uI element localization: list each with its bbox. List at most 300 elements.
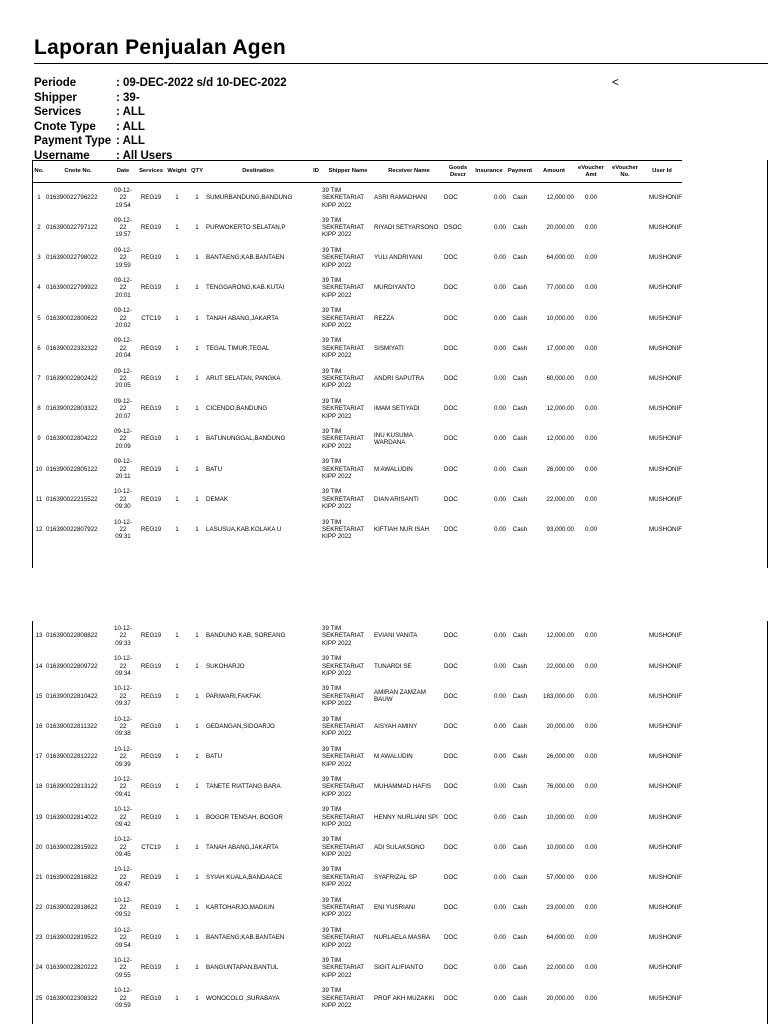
cell-destination: TANAH ABANG,JAKARTA (206, 314, 279, 322)
cell-service: REG19 (140, 254, 162, 262)
table-row (32, 243, 682, 273)
cell-goods: DOC (444, 964, 458, 972)
meta-value: : 39- (116, 91, 140, 104)
column-header: Cnote No. (64, 168, 92, 174)
column-header: Date (116, 168, 130, 174)
cell-destination: WONOCOLO ,SURABAYA (206, 994, 280, 1002)
cell-user-id: MUSHONIF (649, 722, 682, 730)
cell-insurance: 0.00 (493, 284, 506, 292)
cell-evoucher-no (608, 484, 642, 514)
cell-no: 5 (37, 314, 41, 322)
cell-service: REG19 (140, 632, 162, 640)
cell-cnote: 016390022804222 (46, 435, 98, 443)
meta-cnote-type (34, 121, 287, 136)
table-row (32, 681, 682, 711)
cell-evoucher-no (608, 424, 642, 454)
cell-weight: 1 (175, 813, 179, 821)
cell-payment: Cash (512, 405, 528, 413)
cell-cnote: 016390022803322 (46, 405, 98, 413)
cell-destination: TANAH ABANG,JAKARTA (206, 843, 279, 851)
cell-goods: DOC (444, 843, 458, 851)
cell-evoucher-no (608, 953, 642, 983)
cell-weight: 1 (175, 405, 179, 413)
cell-insurance: 0.00 (493, 692, 506, 700)
cell-date: 10-12- 22 09:54 (114, 926, 132, 949)
table-row (32, 303, 682, 333)
cell-amount: 20,000.00 (546, 722, 574, 730)
cell-cnote: 016390022800622 (46, 314, 98, 322)
cell-evoucher-no (608, 712, 642, 742)
cell-service: REG19 (140, 525, 162, 533)
column-header: Weight (167, 168, 187, 174)
cell-id (310, 515, 322, 545)
cell-id (310, 394, 322, 424)
cell-shipper: 39 TIM SEKRETARIAT KIPP 2022 (322, 624, 365, 647)
table-row (32, 333, 682, 363)
cell-no: 20 (35, 843, 43, 851)
table-row (32, 515, 682, 545)
cell-shipper: 39 TIM SEKRETARIAT KIPP 2022 (322, 277, 365, 299)
table-row (32, 364, 682, 394)
cell-weight: 1 (175, 224, 179, 232)
cell-insurance: 0.00 (493, 495, 506, 503)
cell-user-id: MUSHONIF (649, 314, 682, 322)
cell-payment: Cash (512, 964, 528, 972)
cell-date: 10-12- 22 09:39 (114, 745, 132, 768)
cell-date: 10-12- 22 09:42 (114, 806, 132, 828)
cell-evoucher-amt: 0.00 (584, 632, 598, 640)
cell-qty: 1 (195, 692, 199, 700)
cell-destination: PARIWARI,FAKFAK (206, 692, 262, 700)
cell-receiver: EVIANI VANITA (374, 632, 418, 640)
cell-destination: BANGUNTAPAN,BANTUL (206, 964, 279, 972)
cell-payment: Cash (512, 525, 528, 533)
cell-cnote: 016390022820222 (46, 964, 98, 972)
cell-user-id: MUSHONIF (649, 344, 682, 352)
cell-user-id: MUSHONIF (649, 375, 682, 383)
cell-no: 8 (37, 405, 41, 413)
cell-qty: 1 (195, 934, 199, 942)
cell-cnote: 016390022796222 (46, 194, 98, 202)
cell-id (310, 333, 322, 363)
cell-date: 10-12- 22 09:34 (114, 655, 132, 677)
cell-evoucher-amt: 0.00 (584, 254, 598, 262)
cell-weight: 1 (175, 722, 179, 730)
cell-no: 16 (35, 722, 43, 730)
cell-destination: DEMAK (206, 495, 229, 503)
cell-destination: SUMURBANDUNG,BANDUNG (206, 194, 293, 202)
cell-insurance: 0.00 (493, 435, 506, 443)
cell-shipper: 39 TIM SEKRETARIAT KIPP 2022 (322, 307, 365, 330)
table-row (32, 651, 682, 681)
table-row (32, 983, 682, 1013)
cell-payment: Cash (512, 662, 528, 670)
cell-payment: Cash (512, 465, 528, 473)
cell-qty: 1 (195, 722, 199, 730)
cell-goods: DOC (444, 753, 458, 761)
cell-receiver: SISMIYATI (374, 344, 404, 352)
cell-amount: 60,000.00 (546, 375, 574, 383)
cell-evoucher-no (608, 832, 642, 862)
cell-goods: DOC (444, 254, 458, 262)
cell-weight: 1 (175, 783, 179, 791)
cell-insurance: 0.00 (493, 465, 506, 473)
cell-id (310, 712, 322, 742)
table-row (32, 712, 682, 742)
cell-shipper: 39 TIM SEKRETARIAT KIPP 2022 (322, 518, 365, 541)
cell-qty: 1 (195, 964, 199, 972)
cell-amount: 23,000.00 (546, 904, 574, 912)
meta-value: : ALL (116, 135, 145, 148)
cell-no: 4 (37, 284, 41, 292)
cell-no: 1 (37, 194, 41, 202)
cell-user-id: MUSHONIF (649, 934, 682, 942)
cell-receiver: ANDRI SAPUTRA (374, 375, 425, 383)
cell-destination: KARTOHARJO,MADIUN (206, 904, 275, 912)
table-row (32, 742, 682, 772)
cell-goods: DOC (444, 435, 458, 443)
cell-goods: DOC (444, 465, 458, 473)
cell-weight: 1 (175, 662, 179, 670)
cell-cnote: 016390022816822 (46, 873, 98, 881)
cell-evoucher-no (608, 364, 642, 394)
table-row (32, 183, 682, 213)
cell-goods: DOC (444, 632, 458, 640)
cell-no: 9 (37, 435, 41, 443)
cell-shipper: 39 TIM SEKRETARIAT KIPP 2022 (322, 427, 365, 450)
cell-user-id: MUSHONIF (649, 783, 682, 791)
cell-user-id: MUSHONIF (649, 843, 682, 851)
cell-insurance: 0.00 (493, 632, 506, 640)
cell-no: 14 (35, 662, 43, 670)
cell-amount: 12,000.00 (546, 405, 574, 413)
cell-payment: Cash (512, 314, 528, 322)
table-header-row (32, 161, 682, 183)
cell-evoucher-no (608, 213, 642, 243)
meta-label: Payment Type (34, 135, 112, 148)
cell-cnote: 016390022809722 (46, 662, 98, 670)
cell-payment: Cash (512, 873, 528, 881)
cell-goods: DOC (444, 314, 458, 322)
cell-goods: DOC (444, 405, 458, 413)
cell-id (310, 213, 322, 243)
cell-weight: 1 (175, 435, 179, 443)
cell-payment: Cash (512, 813, 528, 821)
sales-table-page-2 (32, 621, 682, 1013)
cell-shipper: 39 TIM SEKRETARIAT KIPP 2022 (322, 926, 365, 949)
cell-receiver: INU KUSUMA WARDANA (374, 431, 413, 447)
cell-date: 10-12- 22 09:55 (114, 957, 132, 979)
cell-evoucher-no (608, 515, 642, 545)
cell-insurance: 0.00 (493, 964, 506, 972)
meta-value: : All Users (116, 149, 173, 162)
cell-cnote: 016390022308322 (46, 994, 98, 1002)
cell-goods: DOC (444, 525, 458, 533)
cell-id (310, 651, 322, 681)
cell-payment: Cash (512, 495, 528, 503)
cell-user-id: MUSHONIF (649, 284, 682, 292)
cell-amount: 57,000.00 (546, 873, 574, 881)
cell-evoucher-amt: 0.00 (584, 495, 598, 503)
cell-date: 10-12- 22 09:37 (114, 685, 132, 708)
cell-receiver: ADI SULAKSONO (374, 843, 425, 851)
report-meta (34, 77, 287, 165)
cell-shipper: 39 TIM SEKRETARIAT KIPP 2022 (322, 655, 365, 677)
cell-destination: BANDUNG KAB, SOREANG (206, 632, 286, 640)
column-header: Services (139, 168, 163, 174)
cell-no: 6 (37, 344, 41, 352)
cell-destination: BATU (206, 465, 223, 473)
cell-weight: 1 (175, 465, 179, 473)
cell-weight: 1 (175, 964, 179, 972)
cell-user-id: MUSHONIF (649, 873, 682, 881)
cell-receiver: REZZA (374, 314, 395, 322)
cell-shipper: 39 TIM SEKRETARIAT KIPP 2022 (322, 186, 365, 209)
cell-date: 09-12- 22 20:09 (114, 427, 132, 450)
table-row (32, 953, 682, 983)
cell-goods: DOC (444, 813, 458, 821)
cell-date: 09-12- 22 20:01 (114, 277, 132, 299)
cell-cnote: 016390022814022 (46, 813, 98, 821)
cell-qty: 1 (195, 873, 199, 881)
cell-no: 25 (35, 994, 43, 1002)
cell-receiver: KIFTIAH NUR ISAH (374, 525, 430, 533)
column-header: Shipper Name (328, 168, 368, 174)
cell-shipper: 39 TIM SEKRETARIAT KIPP 2022 (322, 836, 365, 859)
cell-evoucher-amt: 0.00 (584, 934, 598, 942)
table-row (32, 923, 682, 953)
cell-no: 22 (35, 904, 43, 912)
cell-date: 09-12- 22 20:05 (114, 367, 132, 390)
table-row (32, 772, 682, 802)
cell-weight: 1 (175, 632, 179, 640)
cell-payment: Cash (512, 435, 528, 443)
cell-evoucher-no (608, 651, 642, 681)
cell-evoucher-no (608, 243, 642, 273)
cell-cnote: 016390022815922 (46, 843, 98, 851)
cell-insurance: 0.00 (493, 994, 506, 1002)
cell-no: 13 (35, 632, 43, 640)
cell-weight: 1 (175, 873, 179, 881)
cell-date: 10-12- 22 09:45 (114, 836, 132, 859)
cell-amount: 26,000.00 (546, 753, 574, 761)
cell-insurance: 0.00 (493, 525, 506, 533)
cell-evoucher-amt: 0.00 (584, 692, 598, 700)
cell-cnote: 016390022807922 (46, 525, 98, 533)
cell-receiver: M AWALUDIN (374, 753, 413, 761)
cell-weight: 1 (175, 994, 179, 1002)
page-side-line (32, 160, 33, 568)
cell-receiver: YULI ANDRIYANI (374, 254, 423, 262)
cell-id (310, 893, 322, 923)
cell-payment: Cash (512, 783, 528, 791)
cell-evoucher-amt: 0.00 (584, 465, 598, 473)
cell-receiver: M AWALUDIN (374, 465, 413, 473)
cell-shipper: 39 TIM SEKRETARIAT KIPP 2022 (322, 715, 365, 738)
cell-destination: BANTAENG,KAB.BANTAEN (206, 934, 285, 942)
cell-qty: 1 (195, 783, 199, 791)
column-header: User Id (652, 168, 672, 174)
cell-weight: 1 (175, 254, 179, 262)
column-header: Insurance (475, 168, 503, 174)
column-header: eVoucher Amt (578, 164, 604, 178)
cell-amount: 22,000.00 (546, 964, 574, 972)
cell-destination: BATU (206, 753, 223, 761)
cell-id (310, 273, 322, 303)
cell-evoucher-no (608, 742, 642, 772)
cell-no: 24 (35, 964, 43, 972)
cell-id (310, 802, 322, 832)
cell-amount: 183,000.00 (543, 692, 574, 700)
cell-qty: 1 (195, 375, 199, 383)
cell-evoucher-amt: 0.00 (584, 224, 598, 232)
cell-evoucher-amt: 0.00 (584, 843, 598, 851)
column-header: Receiver Name (388, 168, 430, 174)
cell-date: 10-12- 22 09:31 (114, 518, 132, 541)
cell-payment: Cash (512, 692, 528, 700)
cell-evoucher-amt: 0.00 (584, 964, 598, 972)
cell-qty: 1 (195, 314, 199, 322)
cell-date: 09-12- 22 19:54 (114, 186, 132, 209)
cell-service: REG19 (140, 284, 162, 292)
cell-receiver: NURLAELA MASRA (374, 934, 431, 942)
column-header: Payment (507, 168, 533, 174)
cell-user-id: MUSHONIF (649, 692, 682, 700)
column-header: Destination (242, 168, 274, 174)
column-header: Goods Descr (448, 164, 468, 178)
cell-amount: 64,000.00 (546, 934, 574, 942)
table-row (32, 394, 682, 424)
cell-user-id: MUSHONIF (649, 525, 682, 533)
cell-destination: TEGAL TIMUR,TEGAL (206, 344, 270, 352)
cell-no: 2 (37, 224, 41, 232)
cell-insurance: 0.00 (493, 783, 506, 791)
cell-insurance: 0.00 (493, 375, 506, 383)
cell-shipper: 39 TIM SEKRETARIAT KIPP 2022 (322, 458, 365, 480)
cell-payment: Cash (512, 753, 528, 761)
cell-service: CTC19 (141, 314, 161, 322)
cell-id (310, 772, 322, 802)
cell-weight: 1 (175, 495, 179, 503)
cell-shipper: 39 TIM SEKRETARIAT KIPP 2022 (322, 488, 365, 511)
cell-service: REG19 (140, 344, 162, 352)
cell-evoucher-no (608, 983, 642, 1013)
column-header: Amount (543, 168, 565, 174)
cell-id (310, 303, 322, 333)
table-row (32, 893, 682, 923)
cell-payment: Cash (512, 254, 528, 262)
cell-receiver: MUHAMMAD HAFIS (374, 783, 432, 791)
meta-payment-type (34, 135, 287, 150)
cell-id (310, 484, 322, 514)
cell-service: REG19 (140, 722, 162, 730)
cell-shipper: 39 TIM SEKRETARIAT KIPP 2022 (322, 337, 365, 360)
cell-receiver: MURDIYANTO (374, 284, 416, 292)
cell-insurance: 0.00 (493, 873, 506, 881)
cell-no: 15 (35, 692, 43, 700)
cell-receiver: SIGIT ALIFIANTO (374, 964, 424, 972)
cell-service: REG19 (140, 934, 162, 942)
cell-evoucher-amt: 0.00 (584, 314, 598, 322)
cell-id (310, 454, 322, 484)
cell-evoucher-no (608, 273, 642, 303)
cell-amount: 77,000.00 (546, 284, 574, 292)
cell-evoucher-amt: 0.00 (584, 783, 598, 791)
cell-payment: Cash (512, 904, 528, 912)
cell-weight: 1 (175, 904, 179, 912)
cell-evoucher-amt: 0.00 (584, 375, 598, 383)
cell-destination: SYIAH KUALA,BANDAACE (206, 873, 283, 881)
cell-qty: 1 (195, 662, 199, 670)
cell-evoucher-amt: 0.00 (584, 435, 598, 443)
cell-cnote: 016390022810422 (46, 692, 98, 700)
meta-periode (34, 77, 287, 92)
cell-service: REG19 (140, 783, 162, 791)
cell-destination: GEDANGAN,SIDOARJO (206, 722, 275, 730)
cell-qty: 1 (195, 813, 199, 821)
cell-amount: 64,000.00 (546, 254, 574, 262)
cell-service: CTC19 (141, 843, 161, 851)
cell-service: REG19 (140, 964, 162, 972)
cell-id (310, 621, 322, 651)
cell-goods: DOC (444, 344, 458, 352)
cell-evoucher-amt: 0.00 (584, 873, 598, 881)
cell-evoucher-no (608, 863, 642, 893)
cell-receiver: ENI YUSRIANI (374, 904, 416, 912)
cell-user-id: MUSHONIF (649, 632, 682, 640)
cell-amount: 20,000.00 (546, 994, 574, 1002)
cell-service: REG19 (140, 873, 162, 881)
cell-receiver: TUNARDI SE (374, 662, 412, 670)
cell-evoucher-amt: 0.00 (584, 904, 598, 912)
cell-weight: 1 (175, 344, 179, 352)
cell-shipper: 39 TIM SEKRETARIAT KIPP 2022 (322, 397, 365, 420)
cell-amount: 10,000.00 (546, 314, 574, 322)
cell-destination: PURWOKERTO SELATAN,P (206, 224, 286, 232)
cell-id (310, 953, 322, 983)
cell-insurance: 0.00 (493, 194, 506, 202)
cell-payment: Cash (512, 224, 528, 232)
cell-id (310, 742, 322, 772)
cell-evoucher-amt: 0.00 (584, 344, 598, 352)
cell-no: 19 (35, 813, 43, 821)
cell-user-id: MUSHONIF (649, 194, 682, 202)
cell-evoucher-no (608, 621, 642, 651)
cell-weight: 1 (175, 934, 179, 942)
cell-shipper: 39 TIM SEKRETARIAT KIPP 2022 (322, 896, 365, 919)
cell-payment: Cash (512, 934, 528, 942)
title-divider (34, 63, 768, 64)
cell-qty: 1 (195, 525, 199, 533)
cell-evoucher-no (608, 303, 642, 333)
cell-qty: 1 (195, 495, 199, 503)
cell-evoucher-no (608, 893, 642, 923)
cell-cnote: 016390022215522 (46, 495, 98, 503)
cell-receiver: AMIRAN ZAMZAM BAUW (374, 689, 426, 704)
cell-user-id: MUSHONIF (649, 465, 682, 473)
cell-id (310, 364, 322, 394)
cell-amount: 26,000.00 (546, 465, 574, 473)
page-marker: < (612, 77, 619, 89)
cell-amount: 93,000.00 (546, 525, 574, 533)
cell-date: 09-12- 22 20:04 (114, 337, 132, 360)
cell-evoucher-amt: 0.00 (584, 753, 598, 761)
cell-payment: Cash (512, 344, 528, 352)
cell-evoucher-no (608, 454, 642, 484)
cell-shipper: 39 TIM SEKRETARIAT KIPP 2022 (322, 987, 365, 1010)
meta-label: Periode (34, 77, 77, 89)
cell-id (310, 424, 322, 454)
